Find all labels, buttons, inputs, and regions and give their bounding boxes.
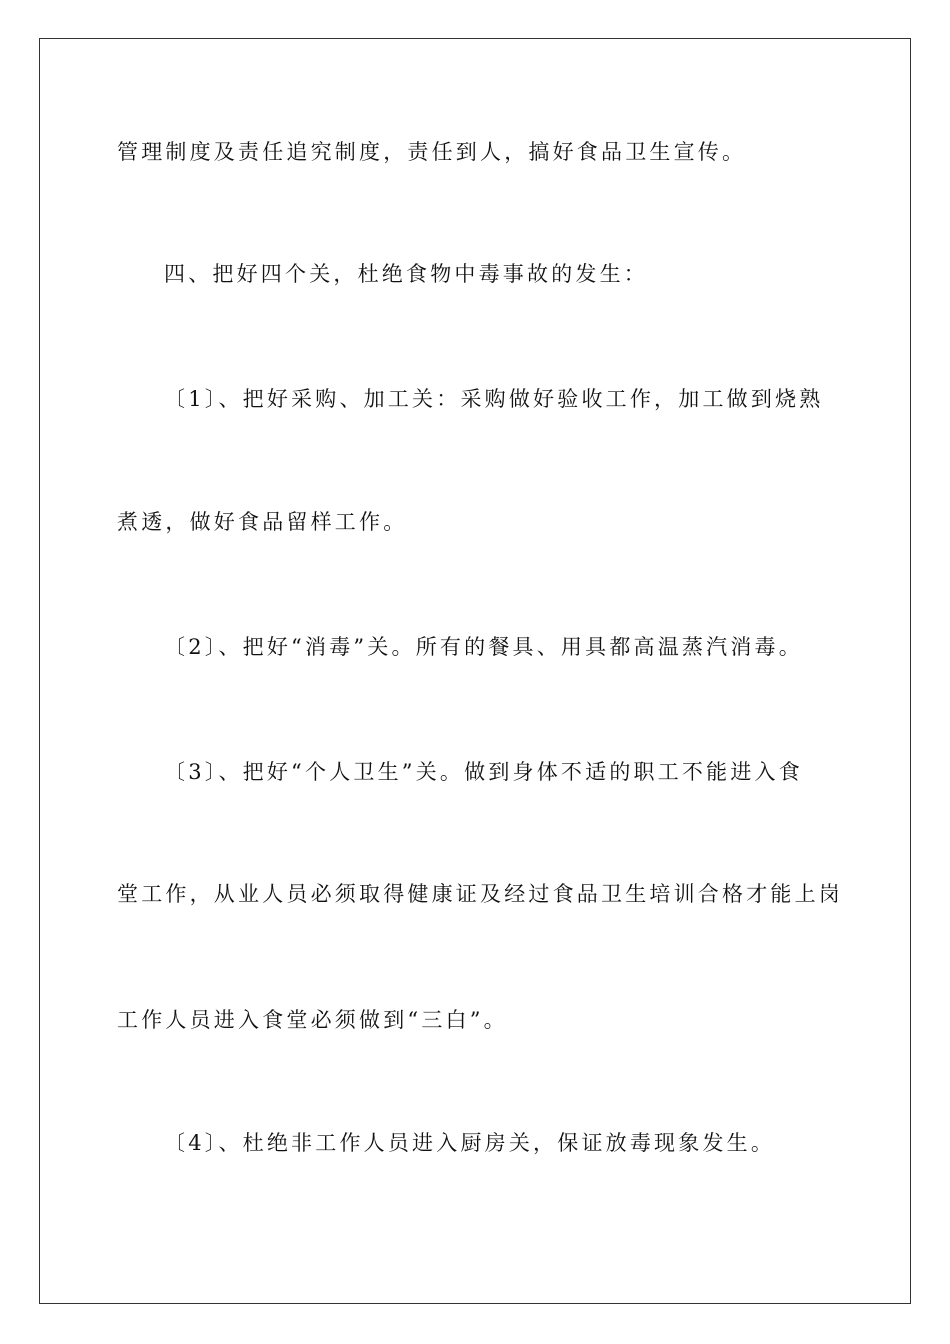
paragraph-line: 工作人员进入食堂必须做到“三白”。 — [117, 1008, 508, 1032]
paragraph-line: 〔2〕、把好“消毒”关。所有的餐具、用具都高温蒸汽消毒。 — [164, 635, 803, 659]
paragraph-line: 管理制度及责任追究制度，责任到人，搞好食品卫生宣传。 — [117, 140, 747, 164]
section-heading-four: 四、把好四个关，杜绝食物中毒事故的发生： — [164, 262, 648, 286]
paragraph-line: 〔1〕、把好采购、加工关：采购做好验收工作，加工做到烧熟 — [164, 387, 824, 411]
paragraph-line: 堂工作，从业人员必须取得健康证及经过食品卫生培训合格才能上岗 — [117, 882, 843, 906]
page-frame — [39, 38, 911, 1304]
paragraph-line: 煮透，做好食品留样工作。 — [117, 510, 408, 534]
paragraph-line: 〔3〕、把好“个人卫生”关。做到身体不适的职工不能进入食 — [164, 760, 803, 784]
paragraph-line: 〔4〕、杜绝非工作人员进入厨房关，保证放毒现象发生。 — [164, 1131, 776, 1155]
